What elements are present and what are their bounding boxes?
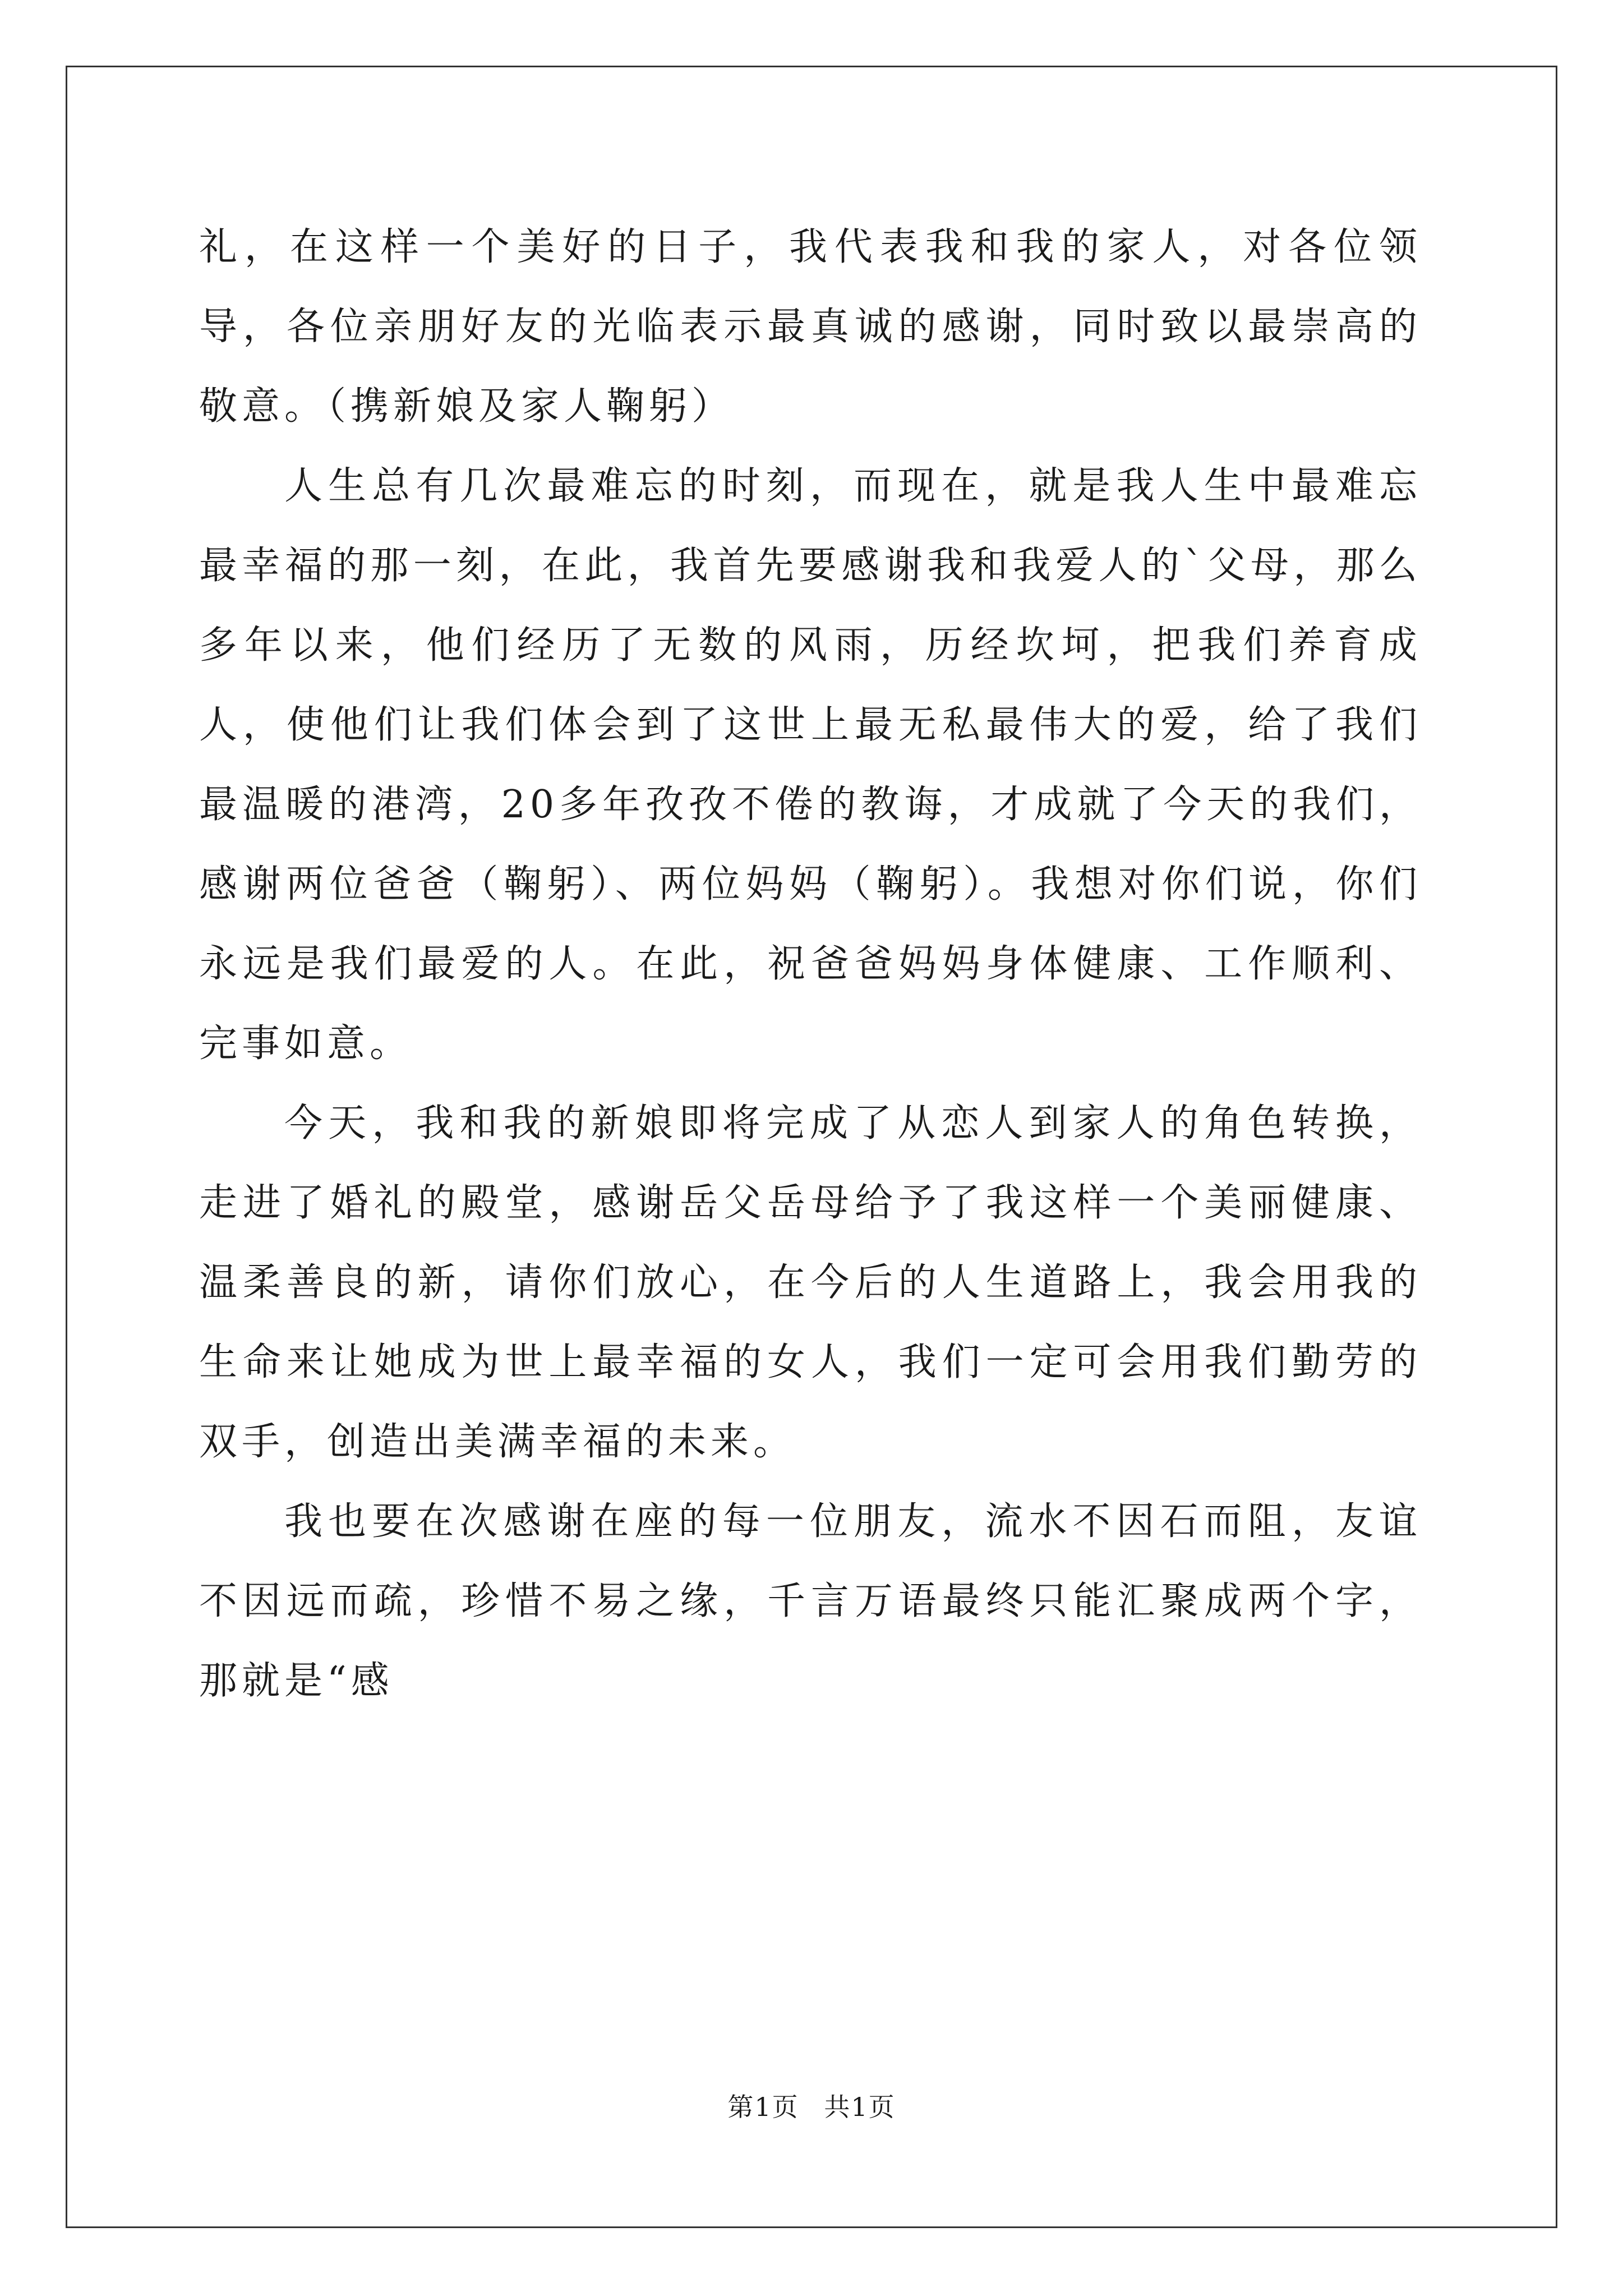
page-total: 共1页 [824, 2092, 896, 2122]
paragraph-thanks-friends: 我也要在次感谢在座的每一位朋友，流水不因石而阻，友谊不因远而疏，珍惜不易之缘，千言万语最终只能汇聚成两个字，那就是“感 [199, 1499, 1422, 1703]
document-body [199, 208, 1422, 1721]
paragraph-thanks-parents: 人生总有几次最难忘的时刻，而现在，就是我人生中最难忘最幸福的那一刻，在此，我首先要感谢我和我爱人的`父母，那么多年以来，他们经历了无数的风雨，历经坎坷，把我们养育成人，使他们让我们体会到了这世上最无私最伟大的爱，给了我们最温暖的港湾，20多年孜孜不倦的教诲，才成就了今天的我们，感谢两位爸爸（鞠躬）、两位妈妈（鞠躬）。我想对你们说，你们永远是我们最爱的人。在此，祝爸爸妈妈身体健康、工作顺利、完事如意。 [199, 464, 1422, 1066]
paragraph-thanks-in-laws: 今天，我和我的新娘即将完成了从恋人到家人的角色转换，走进了婚礼的殿堂，感谢岳父岳母给予了我这样一个美丽健康、温柔善良的新，请你们放心，在今后的人生道路上，我会用我的生命来让她成为世上最幸福的女人，我们一定可会用我们勤劳的双手，创造出美满幸福的未来。 [199, 1101, 1422, 1464]
page-footer [0, 2087, 1623, 2124]
page-number: 第1页 [727, 2092, 799, 2122]
paragraph-opening-continuation: 礼，在这样一个美好的日子，我代表我和我的家人，对各位领导，各位亲朋好友的光临表示最真诚的感谢，同时致以最崇高的敬意。（携新娘及家人鞠躬） [199, 225, 1422, 429]
